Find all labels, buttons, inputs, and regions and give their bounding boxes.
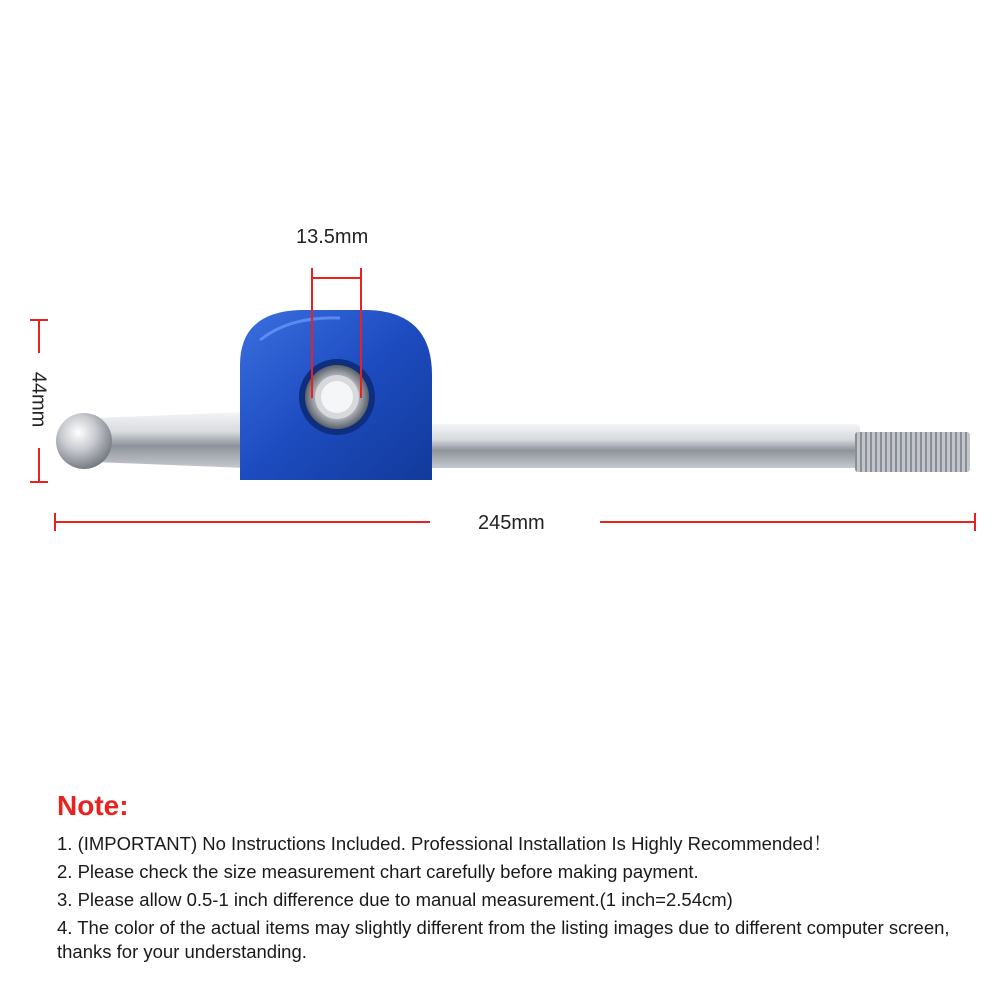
height-label: 44mm: [27, 371, 50, 428]
note-item: 2. Please check the size measurement chart carefully before making payment.: [57, 861, 699, 882]
note-item: 4. The color of the actual items may slightly different from the listing images due to different computer screen, thanks for your understanding.: [57, 917, 950, 962]
shifter-rod: [56, 412, 970, 472]
length-label: 245mm: [478, 512, 545, 534]
note-item: 3. Please allow 0.5-1 inch difference due to manual measurement.(1 inch=2.54cm): [57, 889, 733, 910]
note-title: Note:: [57, 790, 129, 821]
note-item: 1. (IMPORTANT) No Instructions Included. Professional Installation Is Highly Recommended！: [57, 833, 832, 854]
width-label: 13.5mm: [296, 226, 369, 248]
note-list: [57, 832, 967, 968]
blue-bracket: [240, 310, 432, 480]
ball-end: [56, 413, 112, 469]
